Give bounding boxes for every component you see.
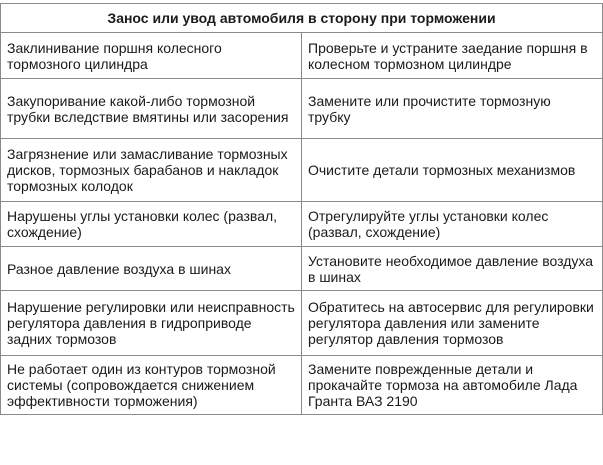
cause-cell: Заклинивание поршня колесного тормозного цилиндра (1, 33, 302, 79)
troubleshooting-table (0, 3, 603, 415)
table-row (1, 247, 603, 291)
remedy-cell: Отрегулируйте углы установки колес (развал, схождение) (302, 202, 603, 247)
cause-cell: Нарушены углы установки колес (развал, схождение) (1, 202, 302, 247)
table-row (1, 79, 603, 139)
table-row (1, 202, 603, 247)
remedy-cell: Замените поврежденные детали и прокачайте тормоза на автомобиле Лада Гранта ВАЗ 2190 (302, 356, 603, 415)
remedy-cell: Установите необходимое давление воздуха в шинах (302, 247, 603, 291)
table-title: Занос или увод автомобиля в сторону при торможении (1, 4, 603, 33)
table-header-row (1, 4, 603, 33)
table-row (1, 291, 603, 356)
remedy-cell: Проверьте и устраните заедание поршня в колесном тормозном цилиндре (302, 33, 603, 79)
remedy-cell: Очистите детали тормозных механизмов (302, 139, 603, 202)
cause-cell: Не работает один из контуров тормозной системы (сопровождается снижением эффективности торможения) (1, 356, 302, 415)
cause-cell: Загрязнение или замасливание тормозных дисков, тормозных барабанов и накладок тормозных колодок (1, 139, 302, 202)
cause-cell: Закупоривание какой-либо тормозной трубки вследствие вмятины или засорения (1, 79, 302, 139)
table-row (1, 139, 603, 202)
cause-cell: Разное давление воздуха в шинах (1, 247, 302, 291)
cause-cell: Нарушение регулировки или неисправность регулятора давления в гидроприводе задних тормозов (1, 291, 302, 356)
table-row (1, 33, 603, 79)
remedy-cell: Замените или прочистите тормозную трубку (302, 79, 603, 139)
table-row (1, 356, 603, 415)
remedy-cell: Обратитесь на автосервис для регулировки регулятора давления или замените регулятор давления тормозов (302, 291, 603, 356)
